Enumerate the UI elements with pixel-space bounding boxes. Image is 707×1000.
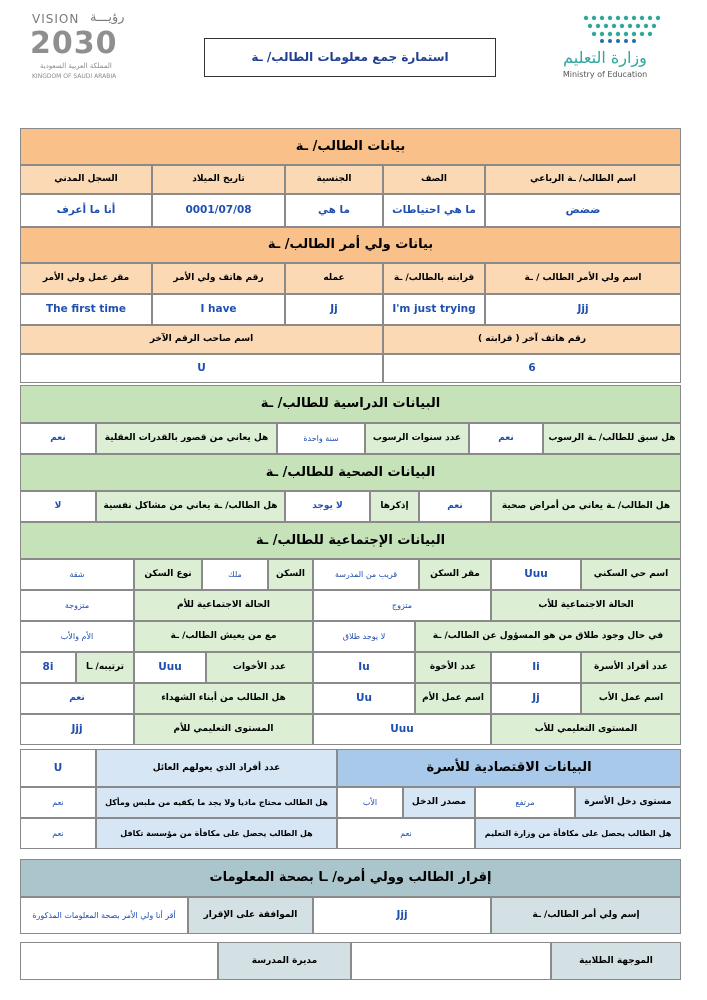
birth-order-value[interactable]: 8i — [20, 652, 76, 683]
failed-before-value[interactable]: نعم — [469, 423, 543, 454]
student-name-value[interactable]: ضضض — [485, 194, 681, 227]
guardian-job-label: عمله — [285, 263, 383, 294]
family-count-label: عدد أفراد الأسرة — [581, 652, 681, 683]
housing-value[interactable]: ملك — [202, 559, 268, 590]
guardian-phone-label: رقم هاتف ولي الأمر — [152, 263, 285, 294]
ministry-of-education-logo — [535, 10, 675, 85]
father-education-label: المستوى التعليمي للأب — [491, 714, 681, 745]
district-label: اسم حي السكني — [581, 559, 681, 590]
father-education-value[interactable]: Uuu — [313, 714, 491, 745]
ministry-grant-label: هل الطالب يحصل على مكافأة من وزارة التعليم — [475, 818, 681, 849]
psych-problems-value[interactable]: لا — [20, 491, 96, 522]
student-birthdate-value[interactable]: 0001/07/08 — [152, 194, 285, 227]
other-phone-value[interactable]: 6 — [383, 354, 681, 383]
ministry-en: Ministry of Education — [562, 70, 648, 79]
dependents-value[interactable]: U — [20, 749, 96, 787]
failed-years-label: عدد سنوات الرسوب — [365, 423, 469, 454]
health-disease-label: هل الطالب/ ـة يعاني من أمراض صحية — [491, 491, 681, 522]
father-job-label: اسم عمل الأب — [581, 683, 681, 714]
income-source-value[interactable]: الأب — [337, 787, 403, 818]
failed-before-label: هل سبق للطالب/ ـة الرسوب — [543, 423, 681, 454]
other-phone-label: رقم هاتف آخر ( قرابته ) — [383, 325, 681, 354]
income-level-value[interactable]: مرتفع — [475, 787, 575, 818]
vision-arabic: رؤيـــة — [90, 10, 125, 25]
student-grade-label: الصف — [383, 165, 485, 194]
residence-value[interactable]: قريب من المدرسة — [313, 559, 419, 590]
student-nationality-value[interactable]: ما هي — [285, 194, 383, 227]
principal-signature[interactable] — [20, 942, 218, 980]
housing-label: السكن — [268, 559, 313, 590]
student-name-label: اسم الطالب/ ـة الرباعي — [485, 165, 681, 194]
guardian-name-label: اسم ولي الأمر الطالب / ـة — [485, 263, 681, 294]
student-section-title: بيانات الطالب/ ـة — [20, 128, 681, 165]
other-phone-owner-value[interactable]: U — [20, 354, 383, 383]
health-mention-value[interactable]: لا يوجد — [285, 491, 370, 522]
health-section-title: البيانات الصحية للطالب/ ـة — [20, 454, 681, 491]
declaration-guardian-name-value[interactable]: Jjj — [313, 897, 491, 934]
student-grade-value[interactable]: ما هي احتياطات — [383, 194, 485, 227]
brothers-count-value[interactable]: Iu — [313, 652, 415, 683]
birth-order-label: ترتيبه/ ـا — [76, 652, 134, 683]
mother-education-label: المستوى التعليمي للأم — [134, 714, 313, 745]
student-civil-record-label: السجل المدني — [20, 165, 152, 194]
sisters-count-value[interactable]: Uuu — [134, 652, 206, 683]
ministry-dots-icon — [580, 12, 670, 44]
sisters-count-label: عدد الأخوات — [206, 652, 313, 683]
residence-label: مقر السكن — [419, 559, 491, 590]
mental-ability-label: هل يعاني من قصور بالقدرات العقلية — [96, 423, 277, 454]
father-marital-value[interactable]: متزوج — [313, 590, 491, 621]
psych-problems-label: هل الطالب/ ـة يعاني من مشاكل نفسية — [96, 491, 285, 522]
failed-years-value[interactable]: سنة واحدة — [277, 423, 365, 454]
student-nationality-label: الجنسية — [285, 165, 383, 194]
ministry-arabic: وزارة التعليم — [563, 48, 647, 67]
declaration-section-title: إقرار الطالب وولي أمره/ ـا بصحة المعلومات — [20, 859, 681, 897]
income-source-label: مصدر الدخل — [403, 787, 475, 818]
counselor-signature[interactable] — [351, 942, 551, 980]
vision-label: VISION — [32, 12, 80, 26]
father-marital-label: الحالة الاجتماعية للأب — [491, 590, 681, 621]
ministry-grant-value[interactable]: نعم — [337, 818, 475, 849]
other-phone-owner-label: اسم صاحب الرقم الآخر — [20, 325, 383, 354]
lives-with-value[interactable]: الأم والأب — [20, 621, 134, 652]
charity-grant-value[interactable]: نعم — [20, 818, 96, 849]
guardian-job-value[interactable]: Jj — [285, 294, 383, 325]
health-disease-value[interactable]: نعم — [419, 491, 491, 522]
kingdom-en: KINGDOM OF SAUDI ARABIA — [32, 73, 117, 80]
student-birthdate-label: تاريخ الميلاد — [152, 165, 285, 194]
charity-grant-label: هل الطالب يحصل على مكافأة من مؤسسة تكافل — [96, 818, 337, 849]
martyr-child-label: هل الطالب من أبناء الشهداء — [134, 683, 313, 714]
income-level-label: مستوى دخل الأسرة — [575, 787, 681, 818]
lives-with-label: مع من يعيش الطالب/ ـة — [134, 621, 313, 652]
mother-marital-label: الحالة الاجتماعية للأم — [134, 590, 313, 621]
guardian-section-title: بيانات ولي أمر الطالب/ ـة — [20, 227, 681, 263]
housing-type-label: نوع السكن — [134, 559, 202, 590]
vision-2030-logo — [22, 12, 142, 84]
housing-type-value[interactable]: شقة — [20, 559, 134, 590]
needy-value[interactable]: نعم — [20, 787, 96, 818]
guardian-phone-value[interactable]: I have — [152, 294, 285, 325]
guardian-name-value[interactable]: Jjj — [485, 294, 681, 325]
declaration-guardian-name-label: إسم ولي أمر الطالب/ ـة — [491, 897, 681, 934]
divorce-responsible-label: في حال وجود طلاق من هو المسؤول عن الطالب/ ـة — [415, 621, 681, 652]
declaration-agreement-label: الموافقة على الإقرار — [188, 897, 313, 934]
district-value[interactable]: Uuu — [491, 559, 581, 590]
health-mention-label: إذكرها — [370, 491, 419, 522]
social-section-title: البيانات الإجتماعية للطالب/ ـة — [20, 522, 681, 559]
mother-job-label: اسم عمل الأم — [415, 683, 491, 714]
divorce-responsible-value[interactable]: لا يوجد طلاق — [313, 621, 415, 652]
family-count-value[interactable]: Ii — [491, 652, 581, 683]
kingdom-arabic: المملكة العربية السعودية — [40, 62, 112, 70]
needy-label: هل الطالب محتاج ماديا ولا يجد ما يكفيه من ملبس ومأكل — [96, 787, 337, 818]
mother-job-value[interactable]: Uu — [313, 683, 415, 714]
counselor-label: الموجهة الطلابية — [551, 942, 681, 980]
vision-year: 2030 — [30, 26, 118, 61]
brothers-count-label: عدد الأخوة — [415, 652, 491, 683]
form-title: استمارة جمع معلومات الطالب/ ـة — [204, 38, 496, 77]
study-section-title: البيانات الدراسية للطالب/ ـة — [20, 385, 681, 423]
mental-ability-value[interactable]: نعم — [20, 423, 96, 454]
guardian-relation-label: قرابته بالطالب/ ـة — [383, 263, 485, 294]
principal-label: مديرة المدرسة — [218, 942, 351, 980]
dependents-label: عدد أفراد الذي يعولهم العائل — [96, 749, 337, 787]
student-civil-record-value[interactable]: أنا ما أعرف — [20, 194, 152, 227]
declaration-agreement-value[interactable]: أقر أنا ولي الأمر بصحة المعلومات المذكورة — [20, 897, 188, 934]
mother-marital-value[interactable]: متزوجة — [20, 590, 134, 621]
father-job-value[interactable]: Jj — [491, 683, 581, 714]
guardian-workplace-value[interactable]: The first time — [20, 294, 152, 325]
martyr-child-value[interactable]: نعم — [20, 683, 134, 714]
economic-section-title: البيانات الاقتصادية للأسرة — [337, 749, 681, 787]
guardian-workplace-label: مقر عمل ولي الأمر — [20, 263, 152, 294]
mother-education-value[interactable]: Jjj — [20, 714, 134, 745]
guardian-relation-value[interactable]: I'm just trying — [383, 294, 485, 325]
